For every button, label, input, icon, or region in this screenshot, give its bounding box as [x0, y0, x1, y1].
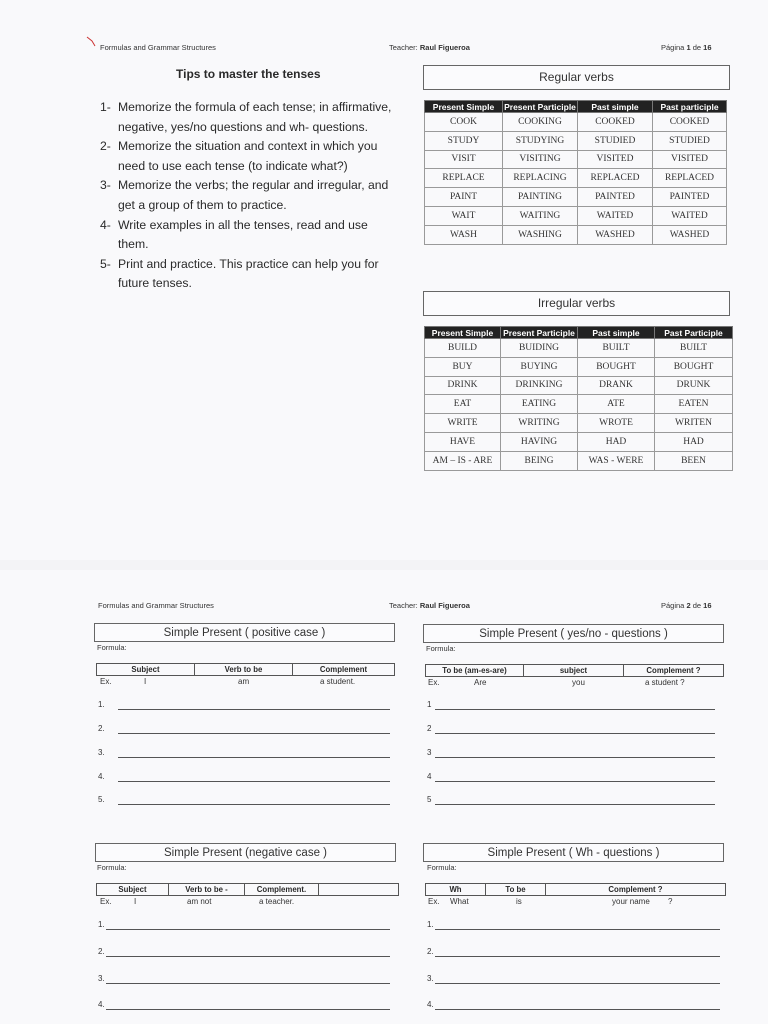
- line-number: 2.: [98, 724, 105, 733]
- table-cell: DRINK: [425, 376, 501, 395]
- line-number: 3: [427, 748, 432, 757]
- page-total: 16: [703, 601, 712, 610]
- irregular-verbs-title: Irregular verbs: [423, 291, 730, 316]
- irregular-verbs-table: [424, 326, 733, 471]
- formula-label: Formula:: [426, 644, 456, 653]
- table-cell: WASHED: [653, 225, 727, 244]
- table-cell: BEEN: [655, 451, 733, 470]
- line-number: 2.: [98, 947, 105, 956]
- table-cell: PAINT: [425, 188, 503, 207]
- teacher-label: Teacher:: [389, 601, 418, 610]
- tip-number: 3-: [100, 178, 111, 193]
- table-cell: COOKED: [653, 113, 727, 132]
- example-label: Ex.: [428, 897, 440, 906]
- table-cell: BUIDING: [501, 339, 578, 358]
- doc-title: Formulas and Grammar Structures: [100, 43, 216, 52]
- table-row: [425, 131, 727, 150]
- answer-line[interactable]: [427, 795, 431, 804]
- table-cell: REPLACED: [653, 169, 727, 188]
- table-cell: BUILT: [578, 339, 655, 358]
- table-row: [425, 206, 727, 225]
- table-row: [425, 451, 733, 470]
- page-total: 16: [703, 43, 712, 52]
- example-subject: you: [572, 678, 585, 687]
- table-cell: COOKED: [578, 113, 653, 132]
- table-header-row: [425, 327, 733, 339]
- pagina-label: Página: [661, 601, 685, 610]
- column-header: Past simple: [578, 101, 653, 113]
- tip-item: [100, 216, 400, 255]
- table-cell: REPLACING: [503, 169, 578, 188]
- table-cell: WRITING: [501, 414, 578, 433]
- answer-line[interactable]: [427, 920, 434, 929]
- table-cell: BUYING: [501, 357, 578, 376]
- example-complement: a student ?: [645, 678, 685, 687]
- formula-header: Complement.: [245, 884, 319, 896]
- answer-line[interactable]: [98, 700, 105, 709]
- example-wh: What: [450, 897, 469, 906]
- formula-header: Complement ?: [624, 665, 724, 677]
- table-row: [425, 357, 733, 376]
- table-cell: EATEN: [655, 395, 733, 414]
- formula-header: Complement ?: [546, 884, 726, 896]
- table-cell: WASH: [425, 225, 503, 244]
- exercise-title: Simple Present ( yes/no - questions ): [423, 624, 724, 643]
- table-cell: HAVE: [425, 432, 501, 451]
- table-cell: STUDIED: [653, 131, 727, 150]
- answer-line[interactable]: [427, 748, 431, 757]
- column-header: Present Participle: [504, 102, 576, 112]
- doc-title: Formulas and Grammar Structures: [98, 601, 214, 610]
- table-row: [425, 432, 733, 451]
- de-label: de: [692, 43, 702, 52]
- tip-number: 4-: [100, 217, 111, 232]
- answer-line[interactable]: [98, 974, 105, 983]
- answer-line[interactable]: [427, 724, 431, 733]
- worksheet-page-2: [0, 570, 768, 1024]
- column-header: Past participle: [653, 101, 727, 113]
- table-row: [425, 150, 727, 169]
- line-number: 1: [427, 700, 432, 709]
- answer-line[interactable]: [98, 724, 105, 733]
- tip-number: 1-: [100, 100, 111, 114]
- table-cell: STUDIED: [578, 131, 653, 150]
- line-number: 3.: [427, 974, 434, 983]
- table-cell: WROTE: [578, 414, 655, 433]
- example-subject: I: [134, 897, 137, 906]
- formula-header: subject: [524, 665, 624, 677]
- regular-verbs-title: Regular verbs: [423, 65, 730, 90]
- page-num: 2: [686, 601, 691, 610]
- line-number: 1.: [98, 920, 105, 929]
- table-cell: WRITEN: [655, 414, 733, 433]
- formula-header: Subject: [97, 664, 195, 676]
- answer-line[interactable]: [427, 700, 431, 709]
- table-cell: STUDY: [425, 131, 503, 150]
- table-cell: BEING: [501, 451, 578, 470]
- table-cell: WRITE: [425, 414, 501, 433]
- table-cell: PAINTED: [653, 188, 727, 207]
- line-number: 1.: [98, 700, 105, 709]
- table-cell: EATING: [501, 395, 578, 414]
- page-number: [661, 43, 712, 52]
- answer-line[interactable]: [98, 748, 105, 757]
- tip-item: [100, 176, 400, 215]
- table-cell: DRUNK: [655, 376, 733, 395]
- de-label: de: [692, 601, 702, 610]
- formula-table: [425, 883, 726, 896]
- table-cell: AM – IS - ARE: [425, 451, 501, 470]
- table-row: [425, 225, 727, 244]
- teacher-name: Raul Figueroa: [419, 43, 470, 52]
- formula-table: [96, 663, 395, 676]
- table-cell: VISITED: [653, 150, 727, 169]
- formula-header: Verb to be -: [169, 884, 245, 896]
- tip-text: Memorize the verbs; the regular and irregular, and get a group of them to practice.: [118, 178, 389, 212]
- formula-header: Verb to be: [195, 664, 293, 676]
- teacher-label: Teacher:: [389, 43, 418, 52]
- table-cell: STUDYING: [503, 131, 578, 150]
- table-cell: VISIT: [425, 150, 503, 169]
- column-header: Present Participle: [501, 327, 578, 339]
- tip-number: 5-: [100, 256, 111, 271]
- column-header: Past simple: [578, 327, 655, 339]
- table-cell: BOUGHT: [655, 357, 733, 376]
- formula-table: [425, 664, 724, 677]
- tips-list: [100, 98, 400, 294]
- tip-text: Memorize the situation and context in which you need to use each tense (to indicate what?): [118, 139, 378, 173]
- example-complement: a teacher.: [259, 897, 295, 906]
- formula-header: Complement: [293, 664, 395, 676]
- answer-line[interactable]: [427, 772, 431, 781]
- line-number: 4: [427, 772, 432, 781]
- answer-line[interactable]: [427, 974, 434, 983]
- table-cell: HAD: [655, 432, 733, 451]
- example-verb: Are: [474, 678, 487, 687]
- tip-item: [100, 137, 400, 176]
- table-row: [425, 188, 727, 207]
- tip-text: Write examples in all the tenses, read and use them.: [118, 217, 368, 252]
- example-subject: I: [144, 677, 147, 686]
- table-cell: BUILD: [425, 339, 501, 358]
- line-number: 4.: [98, 1000, 105, 1009]
- table-cell: COOK: [425, 113, 503, 132]
- formula-label: Formula:: [97, 863, 127, 872]
- formula-header: Wh: [426, 884, 486, 896]
- table-row: [425, 169, 727, 188]
- table-row: [425, 376, 733, 395]
- table-cell: VISITING: [503, 150, 578, 169]
- table-cell: VISITED: [578, 150, 653, 169]
- line-number: 2: [427, 724, 432, 733]
- table-cell: COOKING: [503, 113, 578, 132]
- example-label: Ex.: [100, 897, 112, 906]
- line-number: 3.: [98, 974, 105, 983]
- example-question-mark: ?: [668, 897, 673, 906]
- regular-verbs-table: [424, 100, 727, 245]
- answer-line[interactable]: [98, 772, 105, 781]
- line-number: 4.: [98, 772, 105, 781]
- table-cell: WAITING: [503, 206, 578, 225]
- example-label: Ex.: [428, 678, 440, 687]
- table-cell: BUILT: [655, 339, 733, 358]
- table-cell: WAITED: [578, 206, 653, 225]
- table-cell: DRANK: [578, 376, 655, 395]
- formula-header: To be: [486, 884, 546, 896]
- example-complement: a student.: [320, 677, 356, 686]
- line-number: 4.: [427, 1000, 434, 1009]
- table-cell: WAIT: [425, 206, 503, 225]
- tip-item: [100, 255, 400, 294]
- formula-label: Formula:: [97, 643, 127, 652]
- table-cell: BOUGHT: [578, 357, 655, 376]
- table-row: [425, 113, 727, 132]
- exercise-title: Simple Present (negative case ): [95, 843, 396, 862]
- teacher-name: Raul Figueroa: [419, 601, 470, 610]
- answer-line[interactable]: [98, 920, 105, 929]
- line-number: 5.: [98, 795, 105, 804]
- pen-mark-icon: [86, 36, 100, 48]
- example-verb: am: [238, 677, 250, 686]
- tip-text: Print and practice. This practice can help you for future tenses.: [118, 256, 379, 291]
- page-num: 1: [686, 43, 691, 52]
- answer-line[interactable]: [98, 947, 105, 956]
- formula-table: [96, 883, 399, 896]
- tips-title: Tips to master the tenses: [176, 67, 321, 81]
- formula-header: Subject: [97, 884, 169, 896]
- table-cell: BUY: [425, 357, 501, 376]
- answer-line[interactable]: [98, 795, 105, 804]
- table-header-row: [425, 101, 727, 113]
- exercise-title: Simple Present ( positive case ): [94, 623, 395, 642]
- example-verb: am not: [187, 897, 212, 906]
- formula-header: To be (am-es-are): [426, 665, 524, 677]
- pagina-label: Página: [661, 43, 685, 52]
- line-number: 1.: [427, 920, 434, 929]
- example-label: Ex.: [100, 677, 112, 686]
- example-verb: is: [516, 897, 522, 906]
- line-number: 3.: [98, 748, 105, 757]
- column-header: Present Simple: [425, 101, 503, 113]
- line-number: 5: [427, 795, 432, 804]
- example-complement: your name: [612, 897, 650, 906]
- table-cell: PAINTING: [503, 188, 578, 207]
- teacher-info: [389, 43, 470, 52]
- tip-text: Memorize the formula of each tense; in affirmative, negative, yes/no questions and wh- questions.: [118, 100, 392, 134]
- table-row: [425, 395, 733, 414]
- table-cell: PAINTED: [578, 188, 653, 207]
- tip-item: [100, 98, 400, 137]
- table-cell: HAVING: [501, 432, 578, 451]
- formula-header: [319, 884, 399, 896]
- table-cell: EAT: [425, 395, 501, 414]
- line-number: 2.: [427, 947, 434, 956]
- formula-label: Formula:: [427, 863, 457, 872]
- table-cell: WASHING: [503, 225, 578, 244]
- teacher-info: [389, 601, 470, 610]
- table-cell: WASHED: [578, 225, 653, 244]
- table-row: [425, 414, 733, 433]
- column-header: Past Participle: [655, 327, 733, 339]
- table-cell: ATE: [578, 395, 655, 414]
- exercise-title: Simple Present ( Wh - questions ): [423, 843, 724, 862]
- answer-line[interactable]: [427, 947, 434, 956]
- table-cell: REPLACED: [578, 169, 653, 188]
- answer-line[interactable]: [427, 1000, 434, 1009]
- table-cell: REPLACE: [425, 169, 503, 188]
- tip-number: 2-: [100, 139, 111, 154]
- table-cell: WAITED: [653, 206, 727, 225]
- answer-line[interactable]: [98, 1000, 105, 1009]
- page-number: [661, 601, 712, 610]
- table-row: [425, 339, 733, 358]
- column-header: Present Simple: [425, 327, 501, 339]
- table-cell: WAS - WERE: [578, 451, 655, 470]
- table-cell: HAD: [578, 432, 655, 451]
- table-cell: DRINKING: [501, 376, 578, 395]
